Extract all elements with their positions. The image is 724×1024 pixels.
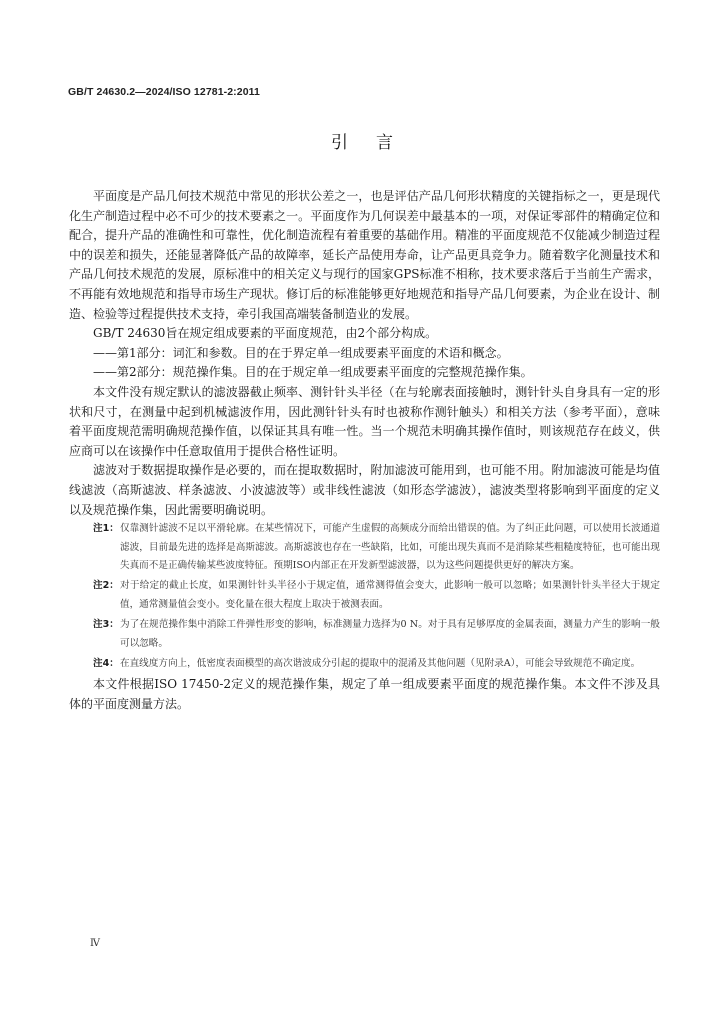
note-1 [69, 520, 660, 575]
paragraph-intro: 平面度是产品几何技术规范中常见的形状公差之一，也是评估产品几何形状精度的关键指标之一，更是现代化生产制造过程中必不可少的技术要素之一。平面度作为几何误差中最基本的一项，对保证零部件的精确定位和配合，提升产品的准确性和可靠性，优化制造流程有着重要的基础作用。精准的平面度规范不仅能减少制造过程中的误差和损失，还能显著降低产品的故障率，延长产品使用寿命，让产品更具竞争力。随着数字化测量技术和产品几何技术规范的发展，原标准中的相关定义与现行的国家GPS标准不相称，技术要求落后于当前生产需求，不再能有效地规范和指导市场生产现状。修订后的标准能够更好地规范和指导产品几何要素，为企业在设计、制造、检验等过程提供技术支持，牵引我国高端装备制造业的发展。 [69, 189, 660, 321]
paragraph-closing: 本文件根据ISO 17450-2定义的规范操作集，规定了单一组成要素平面度的规范操作集。本文件不涉及具体的平面度测量方法。 [69, 677, 660, 711]
notes-block [69, 520, 660, 673]
note-label: 注1： [93, 523, 119, 535]
paragraph-structure: GB/T 24630旨在规定组成要素的平面度规范，由2个部分构成。 [93, 326, 438, 341]
note-4 [69, 655, 660, 673]
section-title: 引言 [331, 133, 421, 153]
note-3 [69, 616, 660, 653]
note-label: 注2： [93, 580, 119, 592]
list-item-part2: ——第2部分：规范操作集。目的在于规定单一组成要素平面度的完整规范操作集。 [93, 365, 533, 380]
note-text: 为了在规范操作集中消除工件弹性形变的影响，标准测量力选择为0 N。对于具有足够厚度的金属表面，测量力产生的影响一般可以忽略。 [120, 619, 660, 649]
page-number: Ⅳ [90, 938, 100, 949]
note-label: 注3： [93, 619, 119, 631]
note-label: 注4： [93, 657, 119, 669]
note-text: 仅靠测针滤波不足以平滑轮廓。在某些情况下，可能产生虚假的高频成分而给出错误的值。为了纠正此问题，可以使用长波通道滤波，目前最先进的选择是高斯滤波。高斯滤波也存在一些缺陷，比如，可能出现失真而不是消除某些粗糙度特征，也可能出现失真而不是正确传输某些波度特征。预期ISO内部正在开发新型滤波器，以为这些问题提供更好的解决方案。 [120, 523, 660, 571]
list-item-part1: ——第1部分：词汇和参数。目的在于界定单一组成要素平面度的术语和概念。 [93, 345, 509, 360]
document-standard-number: GB/T 24630.2—2024/ISO 12781-2:2011 [68, 86, 260, 98]
note-text: 对于给定的截止长度，如果测针针头半径小于规定值，通常测得值会变大，此影响一般可以忽略；如果测针针头半径大于规定值，通常测量值会变小。变化量在很大程度上取决于被测表面。 [120, 580, 660, 610]
paragraph-filtering: 滤波对于数据提取操作是必要的，而在提取数据时，附加滤波可能用到，也可能不用。附加滤波可能是均值线滤波（高斯滤波、样条滤波、小波滤波等）或非线性滤波（如形态学滤波），滤波类型将影响到平面度的定义以及规范操作集，因此需要明确说明。 [69, 463, 660, 517]
document-body [69, 187, 660, 715]
note-text: 在直线度方向上，低密度表面模型的高次谐波成分引起的提取中的混淆及其他问题（见附录A），可能会导致规范不确定度。 [120, 657, 641, 669]
paragraph-operators: 本文件没有规定默认的滤波器截止频率、测针针头半径（在与轮廓表面接触时，测针针头自身具有一定的形状和尺寸，在测量中起到机械滤波作用，因此测针针头有时也被称作测针触头）和相关方法（参考平面），意味着平面度规范需明确规范操作值，以保证其具有唯一性。当一个规范未明确其操作值时，则该规范存在歧义，供应商可以在该操作中任意取值用于提供合格性证明。 [69, 384, 660, 458]
note-2 [69, 577, 660, 614]
